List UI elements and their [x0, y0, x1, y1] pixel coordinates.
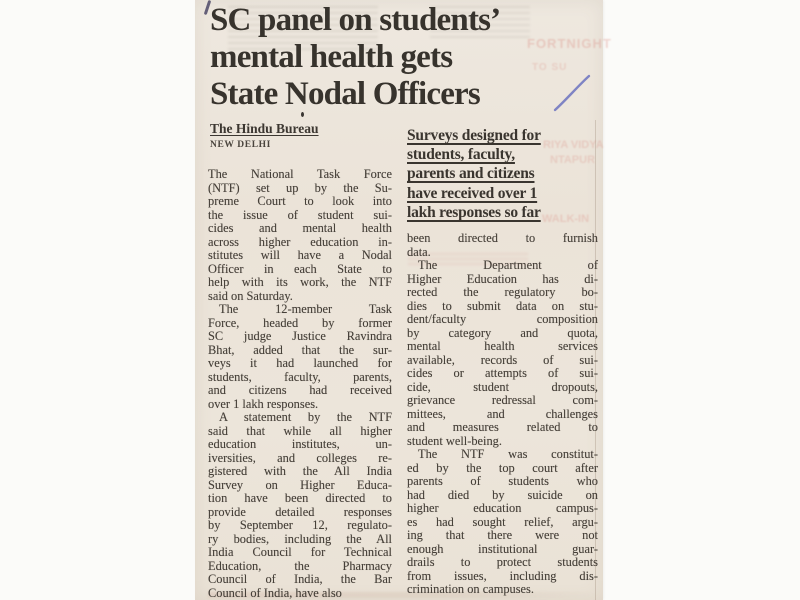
text-line: Higher Education has di- [407, 271, 598, 286]
text-line: been directed to furnish [407, 231, 598, 245]
text-line: The 12-member Task [219, 302, 392, 316]
pen-slash-mark [552, 74, 592, 112]
standfirst-line: have received over 1 [407, 184, 538, 202]
text-line: data. [407, 244, 431, 259]
headline-line: SC panel on students’ [210, 2, 501, 38]
text-line: student well-being. [407, 433, 502, 448]
paragraph [208, 303, 392, 411]
text-line: ing that there were not [407, 528, 598, 542]
dateline: NEW DELHI [210, 140, 271, 150]
text-line: ed by the top court after [407, 460, 598, 475]
text-line: provide detailed responses [208, 504, 392, 519]
text-line: veys it had launched for [208, 356, 392, 370]
text-line: parents of students who [407, 474, 598, 488]
text-line: gistered with the All India [208, 464, 392, 478]
text-line: Council of India, have also [208, 585, 342, 600]
text-line: Survey on Higher Educa- [208, 477, 392, 492]
text-line: across higher education in- [208, 234, 392, 249]
text-line: and citizens had received [208, 383, 392, 397]
bleed-fragment: RIYA VIDYA [543, 139, 604, 151]
text-line: said that while all higher [208, 423, 392, 438]
text-line: The Department of [418, 258, 598, 272]
text-line: cide, student dropouts, [407, 379, 598, 394]
text-line: es had sought relief, argu- [407, 514, 598, 529]
text-line: the issue of student sui- [208, 207, 392, 222]
text-line: over 1 lakh responses. [208, 396, 319, 411]
standfirst-line: parents and citizens [407, 165, 535, 183]
text-line: education institutes, un- [208, 437, 392, 451]
pen-dot-mark [301, 112, 304, 117]
text-line: India Council for Technical [208, 545, 392, 559]
text-line: Bhat, added that the sur- [208, 342, 392, 357]
bleed-fragment: FORTNIGHT [527, 36, 612, 51]
article-column-right [407, 232, 598, 597]
paragraph [407, 259, 598, 448]
text-line: tion have been directed to [208, 491, 392, 505]
text-line: cides or attempts of sui- [407, 366, 598, 380]
text-line: students, faculty, parents, [208, 369, 392, 384]
text-line: preme Court to look into [208, 194, 392, 208]
text-line: cides and mental health [208, 221, 392, 235]
headline-line: State Nodal Officers [210, 76, 480, 112]
text-line: Education, the Pharmacy [208, 558, 392, 573]
text-line: (NTF) set up by the Su- [208, 180, 392, 195]
paragraph [208, 411, 392, 600]
text-line: higher education campus- [407, 501, 598, 515]
text-line: from issues, including dis- [407, 568, 598, 583]
bleed-fragment: WALK-IN [542, 213, 590, 225]
text-line: enough institutional guar- [407, 541, 598, 556]
article-headline [210, 2, 600, 113]
paragraph [407, 448, 598, 597]
text-line: SC judge Justice Ravindra [208, 329, 392, 343]
text-line: dent/faculty composition [407, 312, 598, 326]
text-line: dies to submit data on stu- [407, 298, 598, 313]
text-line: drails to protect students [407, 555, 598, 569]
text-line: The National Task Force [208, 167, 392, 181]
text-line: Council of India, the Bar [208, 572, 392, 586]
article-standfirst [407, 126, 599, 222]
text-line: by category and quota, [407, 325, 598, 340]
text-line: grievance redressal com- [407, 393, 598, 407]
text-line: stitutes will have a Nodal [208, 248, 392, 262]
byline-author: The Hindu Bureau [210, 121, 319, 136]
standfirst-line: Surveys designed for [407, 127, 541, 144]
text-line: said on Saturday. [208, 288, 293, 303]
paragraph [407, 232, 598, 259]
text-line: A statement by the NTF [219, 410, 392, 424]
text-line: help with its work, the NTF [208, 275, 392, 289]
text-line: mental health services [407, 339, 598, 353]
text-line: iversities, and colleges re- [208, 450, 392, 465]
standfirst-line: students, faculty, [407, 146, 515, 164]
text-line: mittees, and challenges [407, 406, 598, 421]
bleed-fragment: TO SU [532, 62, 568, 73]
text-line: had died by suicide on [407, 487, 598, 502]
text-line: by September 12, regulato- [208, 518, 392, 532]
text-line: Force, headed by former [208, 315, 392, 330]
bleed-fragment: NTAPUR [550, 154, 596, 166]
headline-line: mental health gets [210, 39, 453, 75]
text-line: Officer in each State to [208, 261, 392, 276]
text-line: and measures related to [407, 420, 598, 434]
byline [210, 121, 390, 150]
text-line: rected the regulatory bo- [407, 285, 598, 299]
text-line: The NTF was constitut- [418, 447, 598, 461]
text-line: crimination on campuses. [407, 582, 534, 596]
paragraph [208, 168, 392, 303]
standfirst-line: lakh responses so far [407, 203, 541, 221]
article-column-left [208, 168, 392, 600]
text-line: ry bodies, including the All [208, 531, 392, 546]
text-line: available, records of sui- [407, 352, 598, 367]
